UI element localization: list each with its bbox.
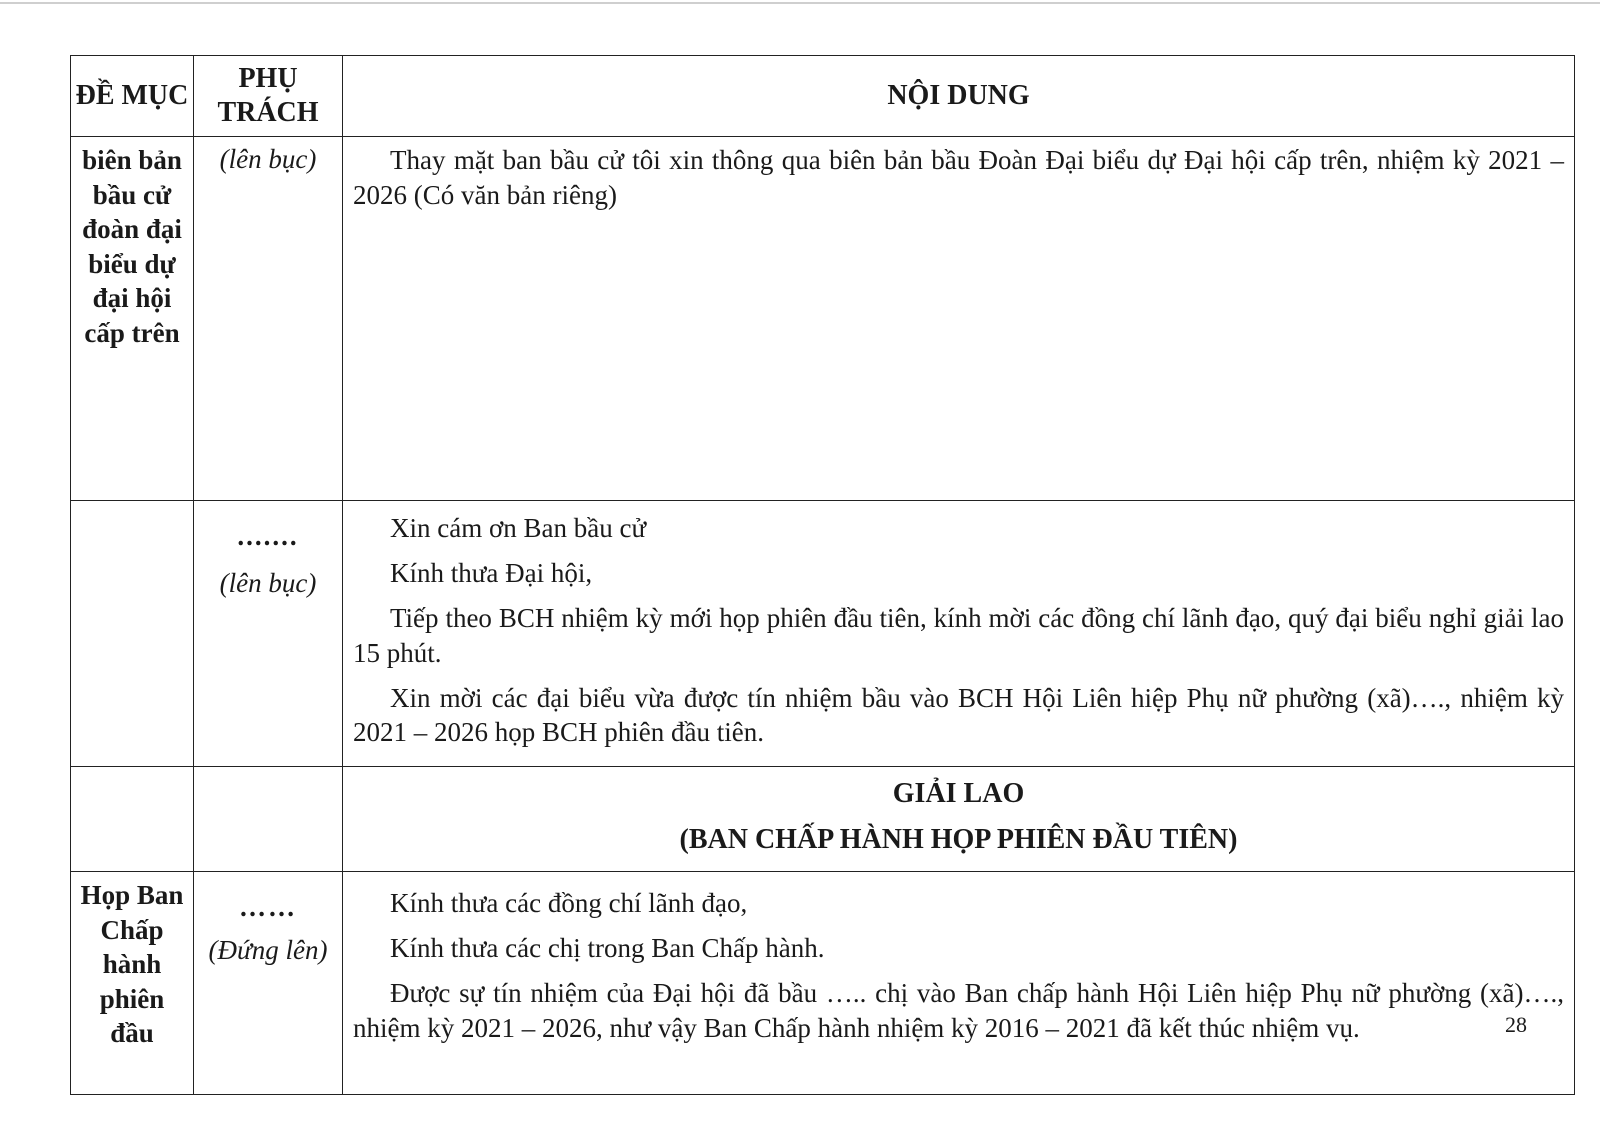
table-row xyxy=(71,137,1575,501)
table-header-row xyxy=(71,56,1575,137)
speaker-placeholder: ....... xyxy=(237,521,299,551)
role-note: (lên bục) xyxy=(219,144,317,174)
content-paragraph: Xin mời các đại biểu vừa được tín nhiệm bầu vào BCH Hội Liên hiệp Phụ nữ phường (xã)…., nhiệm kỳ 2021 – 2026 họp BCH phiên đầu tiên. xyxy=(353,682,1564,747)
in-charge-cell xyxy=(194,137,343,501)
content-paragraph: Tiếp theo BCH nhiệm kỳ mới họp phiên đầu tiên, kính mời các đồng chí lãnh đạo, quý đại biểu nghỉ giải lao 15 phút. xyxy=(353,603,1564,668)
section-label: biên bản bầu cử đoàn đại biểu dự đại hội cấp trên xyxy=(82,145,182,348)
content-paragraph: Kính thưa các đồng chí lãnh đạo, xyxy=(390,888,748,918)
section-cell xyxy=(71,501,194,767)
in-charge-cell xyxy=(194,872,343,1095)
break-title: GIẢI LAO xyxy=(892,778,1025,809)
content-paragraph: Kính thưa Đại hội, xyxy=(390,558,593,588)
content-cell xyxy=(343,767,1575,872)
content-paragraph: Xin cám ơn Ban bầu cử xyxy=(390,513,647,543)
header-in-charge: PHỤ TRÁCH xyxy=(194,56,343,137)
content-cell xyxy=(343,501,1575,767)
content-cell xyxy=(343,872,1575,1095)
table-row xyxy=(71,872,1575,1095)
table-row xyxy=(71,767,1575,872)
content-paragraph: Được sự tín nhiệm của Đại hội đã bầu ….. chị vào Ban chấp hành Hội Liên hiệp Phụ nữ phường (xã)…., nhiệm kỳ 2021 – 2026, như vậy Ban Chấp hành nhiệm kỳ 2016 – 2021 đã kết thúc nhiệm vụ. xyxy=(353,978,1564,1043)
program-table xyxy=(70,55,1575,1095)
content-paragraph: Kính thưa các chị trong Ban Chấp hành. xyxy=(390,933,825,963)
content-cell xyxy=(343,137,1575,501)
section-label: Họp Ban Chấp hành phiên đầu xyxy=(80,880,184,1048)
section-cell xyxy=(71,872,194,1095)
break-subtitle: (BAN CHẤP HÀNH HỌP PHIÊN ĐẦU TIÊN) xyxy=(679,824,1238,855)
role-note: (Đứng lên) xyxy=(208,935,328,965)
speaker-placeholder: …… xyxy=(239,892,297,922)
header-section: ĐỀ MỤC xyxy=(71,56,194,137)
page-number: 28 xyxy=(1505,1012,1527,1037)
scan-edge-line xyxy=(0,2,1600,4)
section-cell xyxy=(71,767,194,872)
role-note: (lên bục) xyxy=(219,568,317,598)
content-paragraph: Thay mặt ban bầu cử tôi xin thông qua biên bản bầu Đoàn Đại biểu dự Đại hội cấp trên, nhiệm kỳ 2021 – 2026 (Có văn bản riêng) xyxy=(353,145,1564,210)
in-charge-cell xyxy=(194,501,343,767)
in-charge-cell xyxy=(194,767,343,872)
header-content: NỘI DUNG xyxy=(343,56,1575,137)
table-row xyxy=(71,501,1575,767)
section-cell xyxy=(71,137,194,501)
